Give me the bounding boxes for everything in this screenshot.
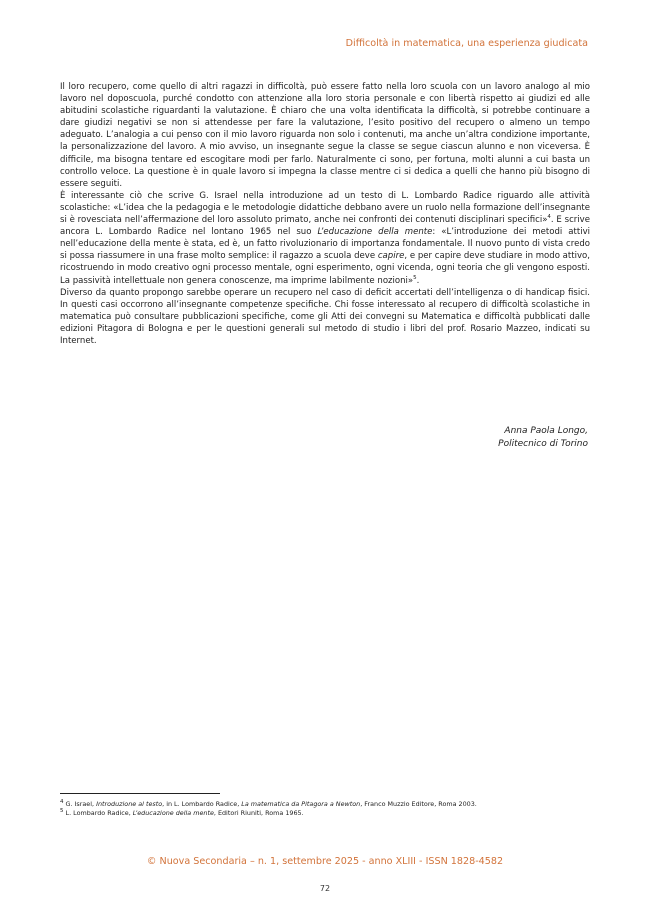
footnote-ref-5[interactable]: 5 <box>413 274 417 281</box>
paragraph-2-text-b: . E scrive ancora L. Lombardo Radice nel lontano 1965 nel suo <box>60 215 590 238</box>
author-affiliation: Politecnico di Torino <box>498 438 588 449</box>
author-name: Anna Paola Longo, <box>504 426 588 436</box>
journal-footer: © Nuova Secondaria – n. 1, settembre 2025 - anno XLIII - ISSN 1828-4582 <box>146 856 504 867</box>
author-signature <box>498 425 588 450</box>
paragraph-2 <box>60 190 590 287</box>
paragraph-1: Il loro recupero, come quello di altri ragazzi in difficoltà, può essere fatto nella loro scuola con un lavoro analogo al mio lavoro nel doposcuola, purché condotto con attenzione alla loro storia personale e con libertà rispetto ai giudizi ed alle abitudini scolastiche riguardanti la valutazione. È chiaro che una volta identificata la difficoltà, si potrebbe continuare a dare giudizi negativi se non si attendesse per fare la valutazione, l’esito positivo del recupero o almeno un tempo adeguato. L’analogia a cui penso con il mio lavoro riguarda non solo i contenuti, ma anche un’altra condizione importante, la personalizzazione del lavoro. A mio avviso, un insegnante segue la classe se segue ciascun alunno e non viceversa. È difficile, ma bisogna tentare ed escogitare modi per farlo. Naturalmente ci sono, per fortuna, molti alunni a cui basta un controllo veloce. La questione è in quale lavoro si impegna la classe mentre ci si dedica a quelli che hanno più bisogno di essere seguiti. <box>60 82 590 189</box>
footnote-4-number: 4 <box>60 798 64 805</box>
footnote-4-text-b: , in L. Lombardo Radice, <box>162 800 242 808</box>
article-body <box>60 81 590 347</box>
book-title-educazione: L’educazione della mente <box>317 227 433 238</box>
footnote-divider <box>60 793 220 794</box>
footnote-4-text-c: , Franco Muzzio Editore, Roma 2003. <box>360 800 477 808</box>
page-number: 72 <box>319 884 331 893</box>
footnote-4-title: Introduzione al testo <box>96 800 163 808</box>
footnote-5-text-a: L. Lombardo Radice, <box>63 809 133 817</box>
paragraph-2-text-e: . <box>416 275 420 286</box>
paragraph-2-text-d: , e per capire deve studiare in modo attivo, ricostruendo in modo creativo ogni processo mentale, ogni esperimento, ogni vicenda, ogni teoria che gli vengono esposti. La passività intellettuale non genera conoscenze, ma imprime labilmente nozioni» <box>60 251 591 286</box>
footnote-ref-4[interactable]: 4 <box>547 214 551 221</box>
emphasis-capire: capire <box>377 251 405 262</box>
footnote-4-book: La matematica da Pitagora a Newton <box>241 800 361 808</box>
footnote-5-number: 5 <box>60 807 64 814</box>
footnotes <box>60 800 590 818</box>
paragraph-2-text-c: : «L’introduzione dei metodi attivi nell’educazione della mente è stata, ed è, un fatto rivoluzionario di importanza fondamentale. Il nuovo punto di vista credo si possa riassumere in una frase molto semplice: il ragazzo a scuola deve <box>60 227 591 262</box>
footnote-4-text-a: G. Israel, <box>63 800 97 808</box>
paragraph-2-text-a: È interessante ciò che scrive G. Israel nella introduzione ad un testo di L. Lombardo Radice riguardo alle attività scolastiche: «L’idea che la pedagogia e le metodologie didattiche debbano avere un ruolo nella formazione dell’insegnante si è rovesciata nell’affermazione del loro assoluto primato, anche nei confronti dei contenuti disciplinari specifici» <box>60 190 590 226</box>
running-header: Difficoltà in matematica, una esperienza giudicata <box>345 38 588 49</box>
paragraph-3: Diverso da quanto propongo sarebbe operare un recupero nel caso di deficit accertati dell’intelligenza o di handicap fisici. In questi casi occorrono all’insegnante competenze specifiche. Chi fosse interessato al recupero di difficoltà scolastiche in matematica può consultare pubblicazioni specifiche, come gli Atti dei convegni su Matematica e difficoltà pubblicati dalle edizioni Pitagora di Bologna e per le questioni generali sul metodo di studio i libri del prof. Rosario Mazzeo, indicati su Internet. <box>60 287 590 346</box>
footnote-5 <box>60 809 590 818</box>
footnote-5-text-b: , Editori Riuniti, Roma 1965. <box>213 809 304 817</box>
footnote-5-book: L’educazione della mente <box>132 809 214 817</box>
footnote-4 <box>60 800 590 809</box>
